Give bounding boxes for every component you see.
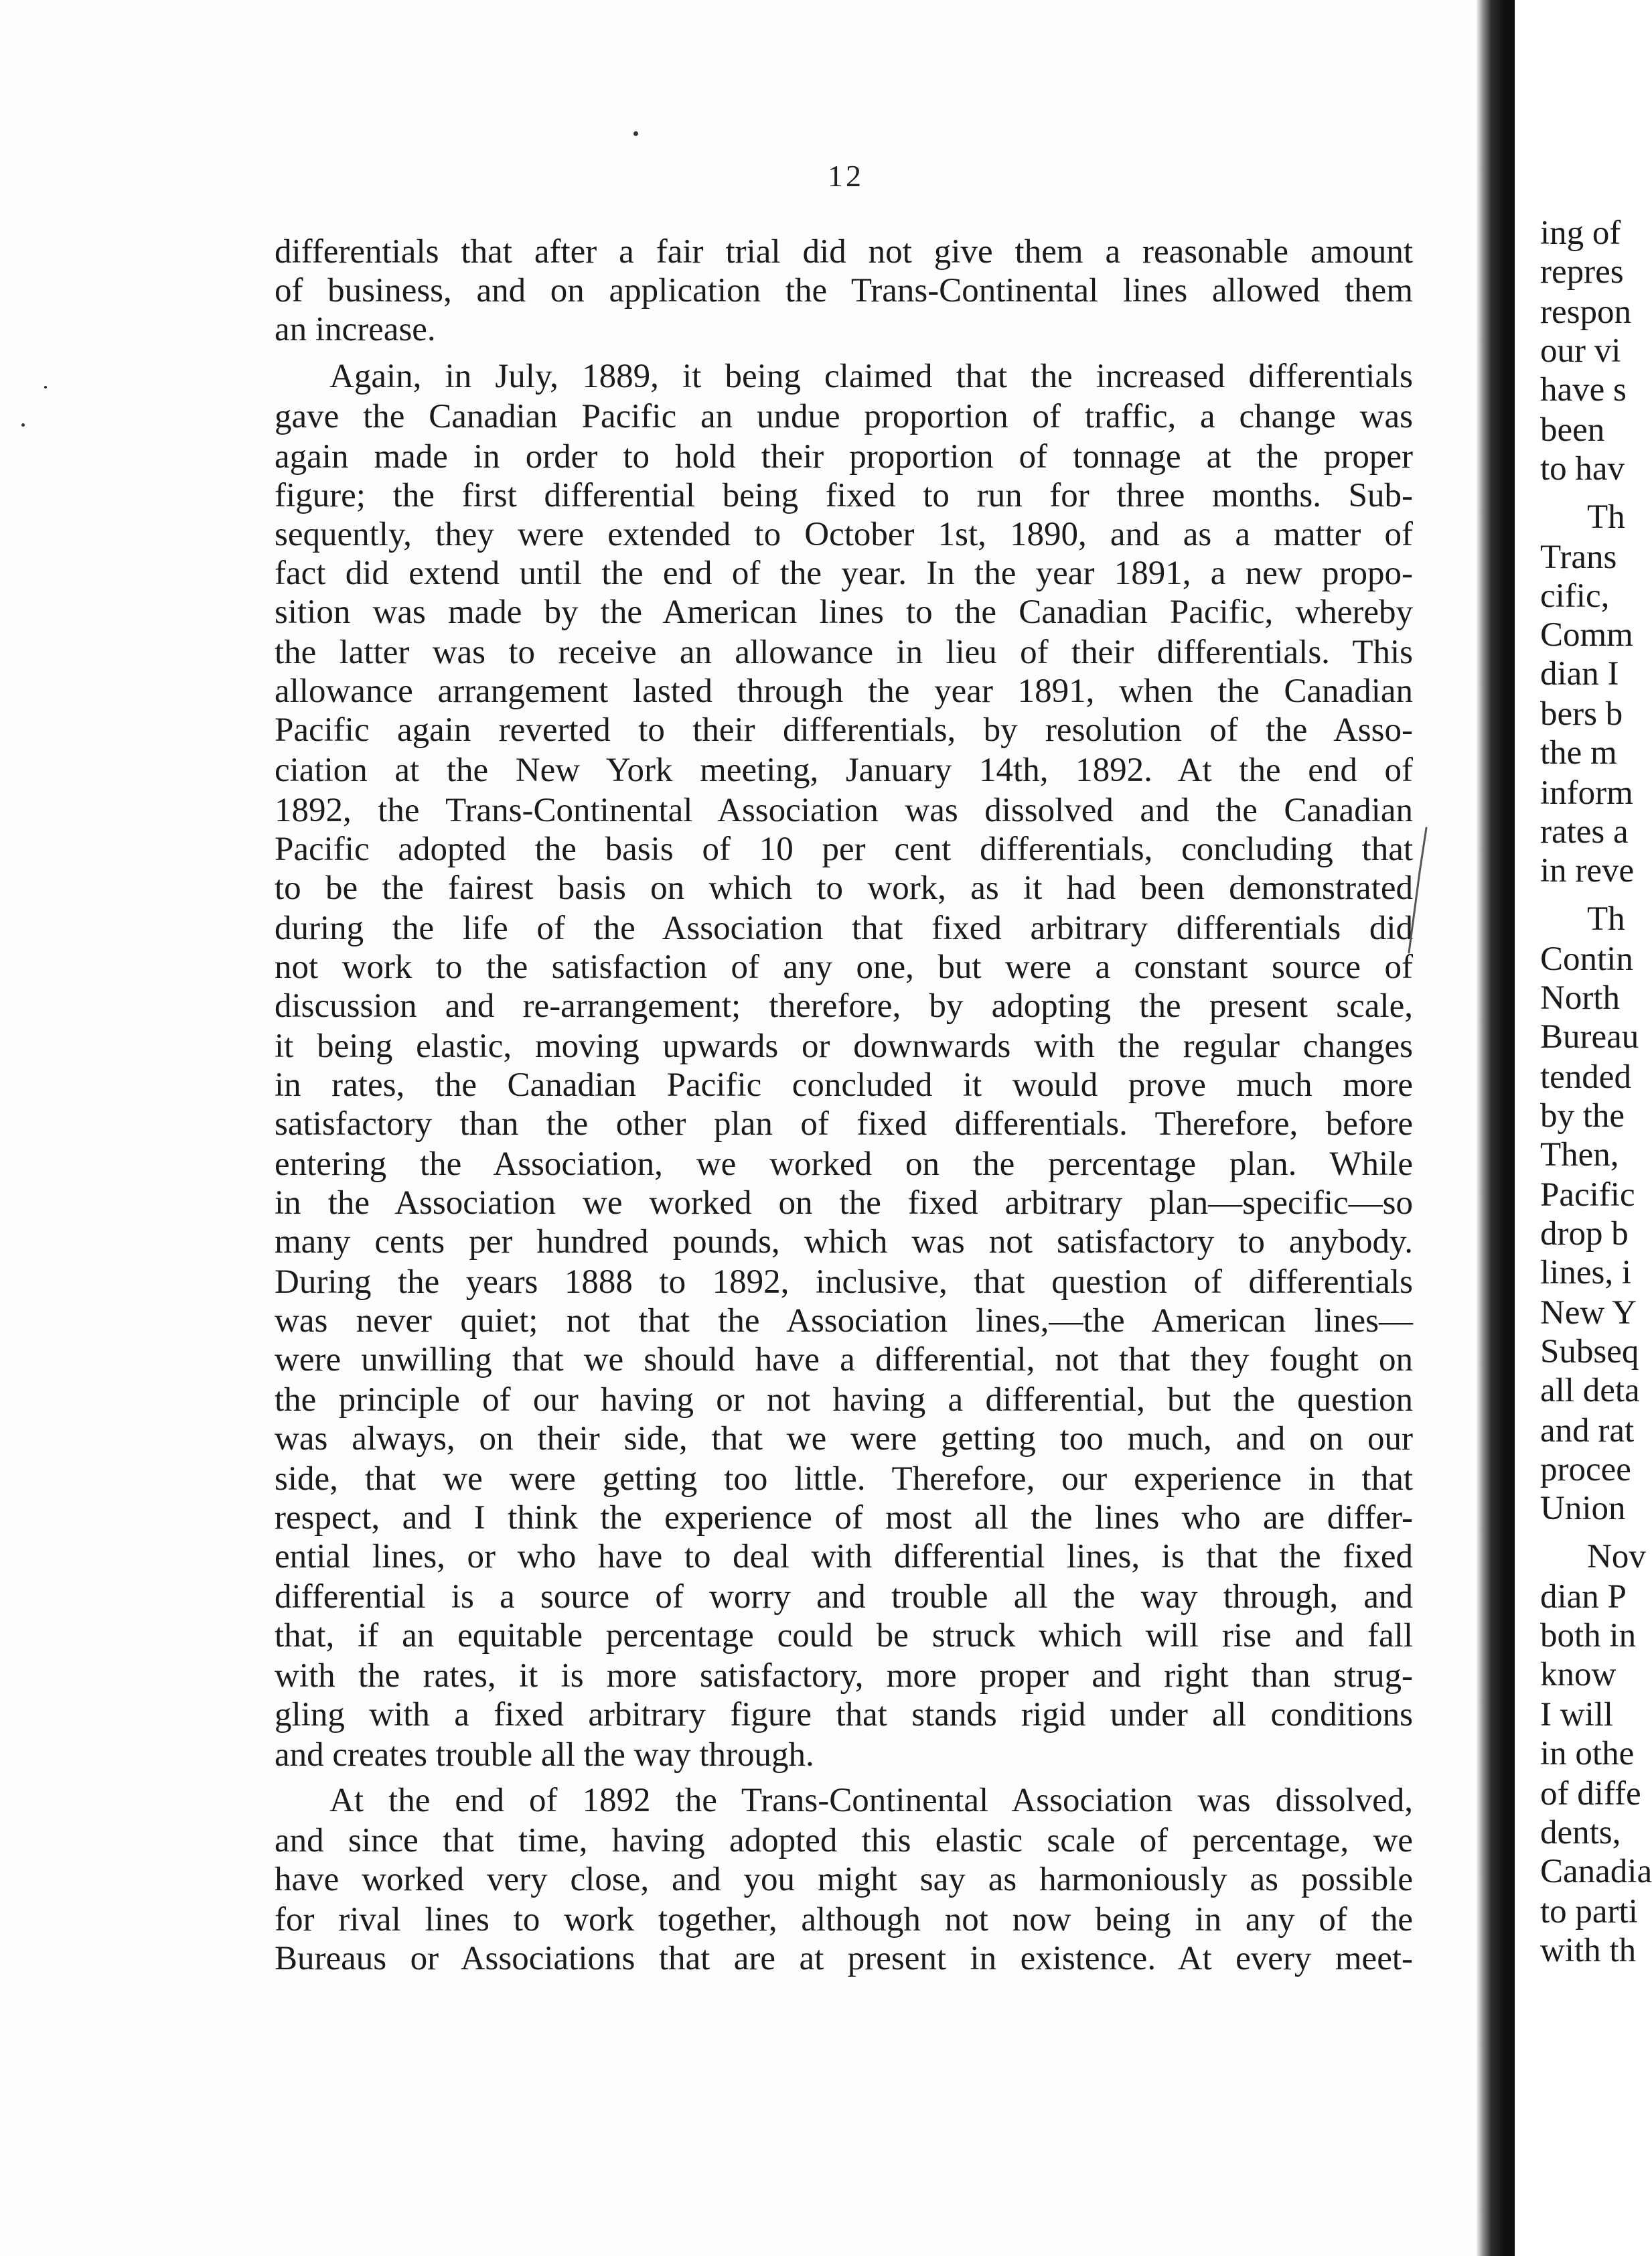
text-line: with th (1540, 1932, 1637, 1969)
text-line: bers b (1540, 695, 1623, 733)
page-number: 12 (828, 159, 864, 193)
text-line: were unwilling that we should have a differential, not that they fought on (275, 1341, 1413, 1379)
text-line: not work to the satisfaction of any one, but were a constant source of (275, 948, 1413, 986)
text-line: ing of (1540, 214, 1621, 252)
text-line: Again, in July, 1889, it being claimed that the increased differentials (329, 358, 1413, 395)
text-line: respon (1540, 293, 1631, 331)
text-line: ciation at the New York meeting, January 14th, 1892. At the end of (275, 752, 1413, 789)
text-line: was never quiet; not that the Association lines,—the American lines— (275, 1302, 1413, 1340)
text-line: differential is a source of worry and trouble all the way through, and (275, 1578, 1413, 1616)
text-line: both in (1540, 1617, 1637, 1654)
text-line: the latter was to receive an allowance in lieu of their differentials. This (275, 634, 1413, 671)
text-line: and creates trouble all the way through. (275, 1736, 814, 1774)
text-line: for rival lines to work together, although not now being in any of the (275, 1901, 1413, 1938)
text-line: entering the Association, we worked on the percentage plan. While (275, 1145, 1413, 1183)
text-line: gling with a fixed arbitrary figure that stands rigid under all conditions (275, 1696, 1413, 1734)
text-line: have s (1540, 371, 1627, 409)
text-line: sition was made by the American lines to the Canadian Pacific, whereby (275, 593, 1413, 631)
text-line: tended (1540, 1058, 1631, 1096)
text-line: Nov (1587, 1538, 1646, 1575)
ink-speck (21, 423, 25, 427)
text-line: respect, and I think the experience of most all the lines who are differ- (275, 1499, 1413, 1537)
text-line: the principle of our having or not having a differential, but the question (275, 1381, 1413, 1419)
text-line: have worked very close, and you might say as harmoniously as possible (275, 1861, 1413, 1898)
text-line: Pacific adopted the basis of 10 per cent differentials, concluding that (275, 831, 1413, 868)
text-line: Union (1540, 1490, 1626, 1527)
text-line: all deta (1540, 1372, 1640, 1409)
text-line: Bureau (1540, 1018, 1639, 1056)
text-line: many cents per hundred pounds, which was not satisfactory to anybody. (275, 1223, 1413, 1261)
text-line: Th (1587, 498, 1625, 536)
text-line: At the end of 1892 the Trans-Continental Association was dissolved, (329, 1782, 1413, 1819)
text-line: gave the Canadian Pacific an undue proportion of traffic, a change was (275, 398, 1413, 435)
text-line: repres (1540, 253, 1624, 291)
text-line: During the years 1888 to 1892, inclusive, that question of differentials (275, 1263, 1413, 1301)
text-line: figure; the first differential being fixed to run for three months. Sub- (275, 477, 1413, 514)
text-line: Bureaus or Associations that are at present in existence. At every meet- (275, 1940, 1413, 1977)
text-line: dian P (1540, 1578, 1627, 1616)
text-line: Subseq (1540, 1333, 1639, 1370)
text-line: side, that we were getting too little. Therefore, our experience in that (275, 1460, 1413, 1498)
book-gutter-shadow (1477, 0, 1517, 2256)
text-line: dian I (1540, 655, 1619, 693)
text-line: Pacific (1540, 1176, 1635, 1214)
text-line: fact did extend until the end of the year. In the year 1891, a new propo- (275, 555, 1413, 592)
text-line: during the life of the Association that fixed arbitrary differentials did (275, 910, 1413, 947)
text-line: to be the fairest basis on which to work, as it had been demonstrated (275, 869, 1413, 907)
text-line: it being elastic, moving upwards or downwards with the regular changes (275, 1028, 1413, 1065)
text-line: North (1540, 979, 1620, 1017)
text-line: differentials that after a fair trial did not give them a reasonable amount (275, 233, 1413, 271)
text-line: that, if an equitable percentage could be struck which will rise and fall (275, 1617, 1413, 1654)
text-line: cific, (1540, 577, 1610, 615)
text-line: and since that time, having adopted this elastic scale of percentage, we (275, 1822, 1413, 1859)
text-line: dents, (1540, 1814, 1621, 1851)
text-line: in reve (1540, 852, 1635, 890)
right-page-fragment (1515, 0, 1652, 2256)
text-line: in the Association we worked on the fixed arbitrary plan—specific—so (275, 1184, 1413, 1222)
text-line: satisfactory than the other plan of fixed differentials. Therefore, before (275, 1105, 1413, 1143)
text-line: the m (1540, 734, 1617, 772)
text-line: by the (1540, 1097, 1625, 1135)
text-line: Th (1587, 900, 1625, 938)
text-line: of diffe (1540, 1775, 1641, 1813)
text-line: Canadia (1540, 1853, 1652, 1890)
text-line: 1892, the Trans-Continental Association was dissolved and the Canadian (275, 792, 1413, 829)
ink-speck (44, 386, 47, 389)
text-line: Comm (1540, 616, 1633, 654)
text-line: to parti (1540, 1893, 1638, 1930)
pencil-margin-mark (1406, 825, 1430, 955)
text-line: know (1540, 1656, 1617, 1693)
text-line: been (1540, 411, 1605, 449)
text-line: Pacific again reverted to their differentials, by resolution of the Asso- (275, 711, 1413, 749)
text-line: to hav (1540, 450, 1625, 488)
text-line: lines, i (1540, 1254, 1631, 1291)
text-line: an increase. (275, 311, 436, 348)
text-line: drop b (1540, 1215, 1629, 1253)
text-line: in othe (1540, 1735, 1635, 1772)
ink-speck (633, 131, 638, 136)
text-line: with the rates, it is more satisfactory, more proper and right than strug- (275, 1657, 1413, 1695)
text-line: and rat (1540, 1412, 1635, 1450)
text-line: sequently, they were extended to October 1st, 1890, and as a matter of (275, 516, 1413, 553)
text-line: inform (1540, 774, 1633, 812)
text-line: Then, (1540, 1136, 1619, 1174)
text-line: rates a (1540, 813, 1629, 851)
text-line: of business, and on application the Trans-Continental lines allowed them (275, 272, 1413, 309)
text-line: again made in order to hold their proportion of tonnage at the proper (275, 438, 1413, 476)
text-line: ential lines, or who have to deal with differential lines, is that the fixed (275, 1538, 1413, 1575)
text-line: discussion and re-arrangement; therefore, by adopting the present scale, (275, 987, 1413, 1025)
text-line: in rates, the Canadian Pacific concluded it would prove much more (275, 1066, 1413, 1104)
text-line: allowance arrangement lasted through the year 1891, when the Canadian (275, 673, 1413, 710)
text-line: our vi (1540, 332, 1621, 370)
text-line: Trans (1540, 539, 1617, 576)
text-line: I will (1540, 1696, 1614, 1734)
text-line: procee (1540, 1451, 1631, 1488)
text-line: was always, on their side, that we were getting too much, and on our (275, 1420, 1413, 1458)
text-line: New Y (1540, 1294, 1637, 1332)
text-line: Contin (1540, 940, 1633, 978)
